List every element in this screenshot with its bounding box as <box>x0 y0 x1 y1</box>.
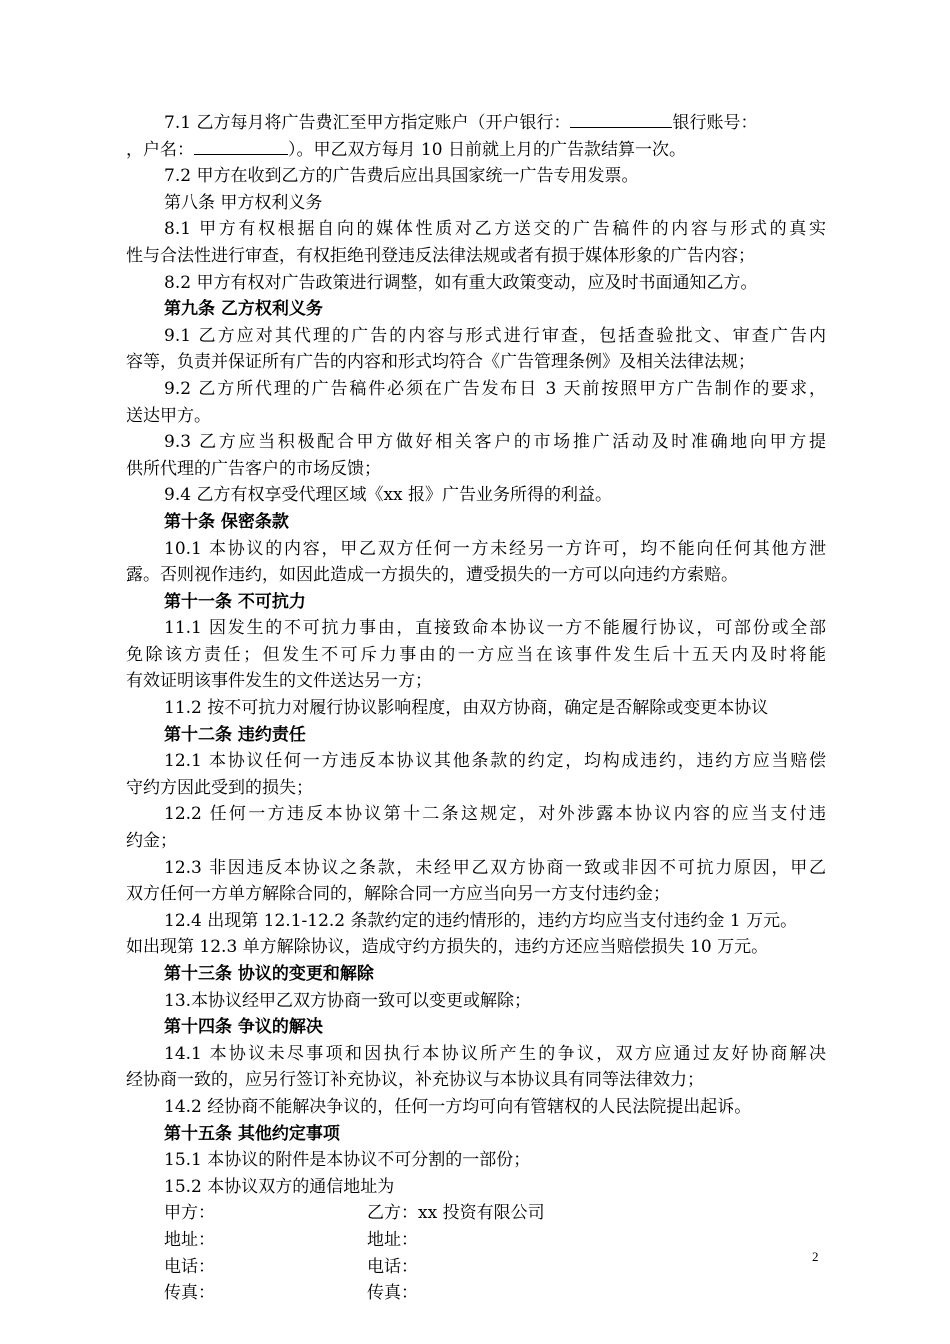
clause-11-1-line-3: 有效证明该事件发生的文件送达另一方； <box>126 671 432 692</box>
clause-11-1-line-1: 11.1 因发生的不可抗力事由，直接致命本协议一方不能履行协议，可部份或全部 <box>164 618 826 639</box>
clause-9-4: 9.4 乙方有权享受代理区域《xx 报》广告业务所得的利益。 <box>164 485 613 506</box>
article-8-heading: 第八条 甲方权利义务 <box>164 192 323 213</box>
article-9-heading: 第九条 乙方权利义务 <box>164 299 323 320</box>
clause-8-2: 8.2 甲方有权对广告政策进行调整，如有重大政策变动，应及时书面通知乙方。 <box>164 272 758 293</box>
party-a-phone: 电话： <box>164 1256 215 1277</box>
clause-11-1-line-2: 免除该方责任；但发生不可斥力事由的一方应当在该事件发生后十五天内及时将能 <box>126 644 826 665</box>
clause-12-4-line-1: 12.4 出现第 12.1-12.2 条款约定的违约情形的，违约方均应当支付违约金 1 万元。 <box>164 910 798 931</box>
clause-8-1-line-1: 8.1 甲方有权根据自向的媒体性质对乙方送交的广告稿件的内容与形式的真实 <box>164 219 826 240</box>
clause-9-1-line-2: 容等，负责并保证所有广告的内容和形式均符合《广告管理条例》及相关法律法规； <box>126 352 755 373</box>
clause-11-2: 11.2 按不可抗力对履行协议影响程度，由双方协商，确定是否解除或变更本协议 <box>164 698 769 719</box>
party-a-label: 甲方： <box>164 1203 215 1224</box>
contact-row-party <box>126 1200 826 1227</box>
clause-9-2-line-2: 送达甲方。 <box>126 405 211 426</box>
clause-13: 13.本协议经甲乙双方协商一致可以变更或解除； <box>164 990 532 1011</box>
clause-7-1-line-1 <box>126 110 826 137</box>
contact-row-fax <box>126 1280 826 1307</box>
document-body <box>126 110 826 1307</box>
article-13-heading: 第十三条 协议的变更和解除 <box>164 964 374 984</box>
party-a-address: 地址： <box>164 1229 215 1250</box>
article-10-heading: 第十条 保密条款 <box>164 511 289 532</box>
clause-12-3-line-2: 双方任何一方单方解除合同的，解除合同一方应当向另一方支付违约金； <box>126 884 670 905</box>
text: 银行账号： <box>672 113 758 133</box>
text: 7.1 乙方每月将广告费汇至甲方指定账户（开户银行： <box>164 113 571 133</box>
clause-14-1-line-1: 14.1 本协议未尽事项和因执行本协议所产生的争议，双方应通过友好协商解决 <box>164 1043 826 1064</box>
clause-7-1-line-2 <box>126 137 826 164</box>
text: ）。甲乙双方每月 10 日前就上月的广告款结算一次。 <box>288 139 686 160</box>
page-number: 2 <box>812 1249 819 1264</box>
account-name-blank[interactable] <box>194 138 288 155</box>
clause-12-2-line-2: 约金； <box>126 831 177 852</box>
clause-12-1-line-2: 守约方因此受到的损失； <box>126 777 313 798</box>
party-a-fax: 传真： <box>164 1283 215 1304</box>
clause-9-3-line-1: 9.3 乙方应当积极配合甲方做好相关客户的市场推广活动及时准确地向甲方提 <box>164 432 826 453</box>
contact-row-address <box>126 1227 826 1254</box>
party-b-phone: 电话： <box>367 1256 418 1277</box>
clause-15-2: 15.2 本协议双方的通信地址为 <box>164 1176 395 1197</box>
text: ，户名： <box>126 139 194 160</box>
clause-10-1-line-1: 10.1 本协议的内容，甲乙双方任何一方未经另一方许可，均不能向任何其他方泄 <box>164 538 826 559</box>
contact-row-phone <box>126 1254 826 1281</box>
party-b-fax: 传真： <box>367 1283 418 1304</box>
clause-12-3-line-1: 12.3 非因违反本协议之条款，未经甲乙双方协商一致或非因不可抗力原因，甲乙 <box>164 857 826 878</box>
article-14-heading: 第十四条 争议的解决 <box>164 1017 323 1038</box>
article-11-heading: 第十一条 不可抗力 <box>164 591 306 612</box>
clause-9-2-line-1: 9.2 乙方所代理的广告稿件必须在广告发布日 3 天前按照甲方广告制作的要求， <box>164 378 826 399</box>
clause-10-1-line-2: 露。否则视作违约，如因此造成一方损失的，遭受损失的一方可以向违约方索赔。 <box>126 565 738 586</box>
clause-8-1-line-2: 性与合法性进行审查，有权拒绝刊登违反法律法规或者有损于媒体形象的广告内容； <box>126 245 755 266</box>
clause-14-1-line-2: 经协商一致的，应另行签订补充协议，补充协议与本协议具有同等法律效力； <box>126 1070 704 1091</box>
bank-name-blank[interactable] <box>570 111 672 128</box>
clause-15-1: 15.1 本协议的附件是本协议不可分割的一部份； <box>164 1150 531 1171</box>
clause-9-3-line-2: 供所代理的广告客户的市场反馈； <box>126 458 381 479</box>
party-b-address: 地址： <box>367 1229 418 1250</box>
article-15-heading: 第十五条 其他约定事项 <box>164 1123 340 1144</box>
clause-9-1-line-1: 9.1 乙方应对其代理的广告的内容与形式进行审查，包括查验批文、审查广告内 <box>164 325 826 346</box>
clause-14-2: 14.2 经协商不能解决争议的，任何一方均可向有管辖权的人民法院提出起诉。 <box>164 1096 752 1117</box>
clause-7-2: 7.2 甲方在收到乙方的广告费后应出具国家统一广告专用发票。 <box>164 166 639 187</box>
party-b-label: 乙方：xx 投资有限公司 <box>367 1203 545 1224</box>
clause-12-2-line-1: 12.2 任何一方违反本协议第十二条这规定，对外涉露本协议内容的应当支付违 <box>164 804 826 825</box>
clause-12-4-line-2: 如出现第 12.3 单方解除协议，造成守约方损失的，违约方还应当赔偿损失 10 万元。 <box>126 937 769 958</box>
clause-12-1-line-1: 12.1 本协议任何一方违反本协议其他条款的约定，均构成违约，违约方应当赔偿 <box>164 751 826 772</box>
article-12-heading: 第十二条 违约责任 <box>164 724 306 745</box>
